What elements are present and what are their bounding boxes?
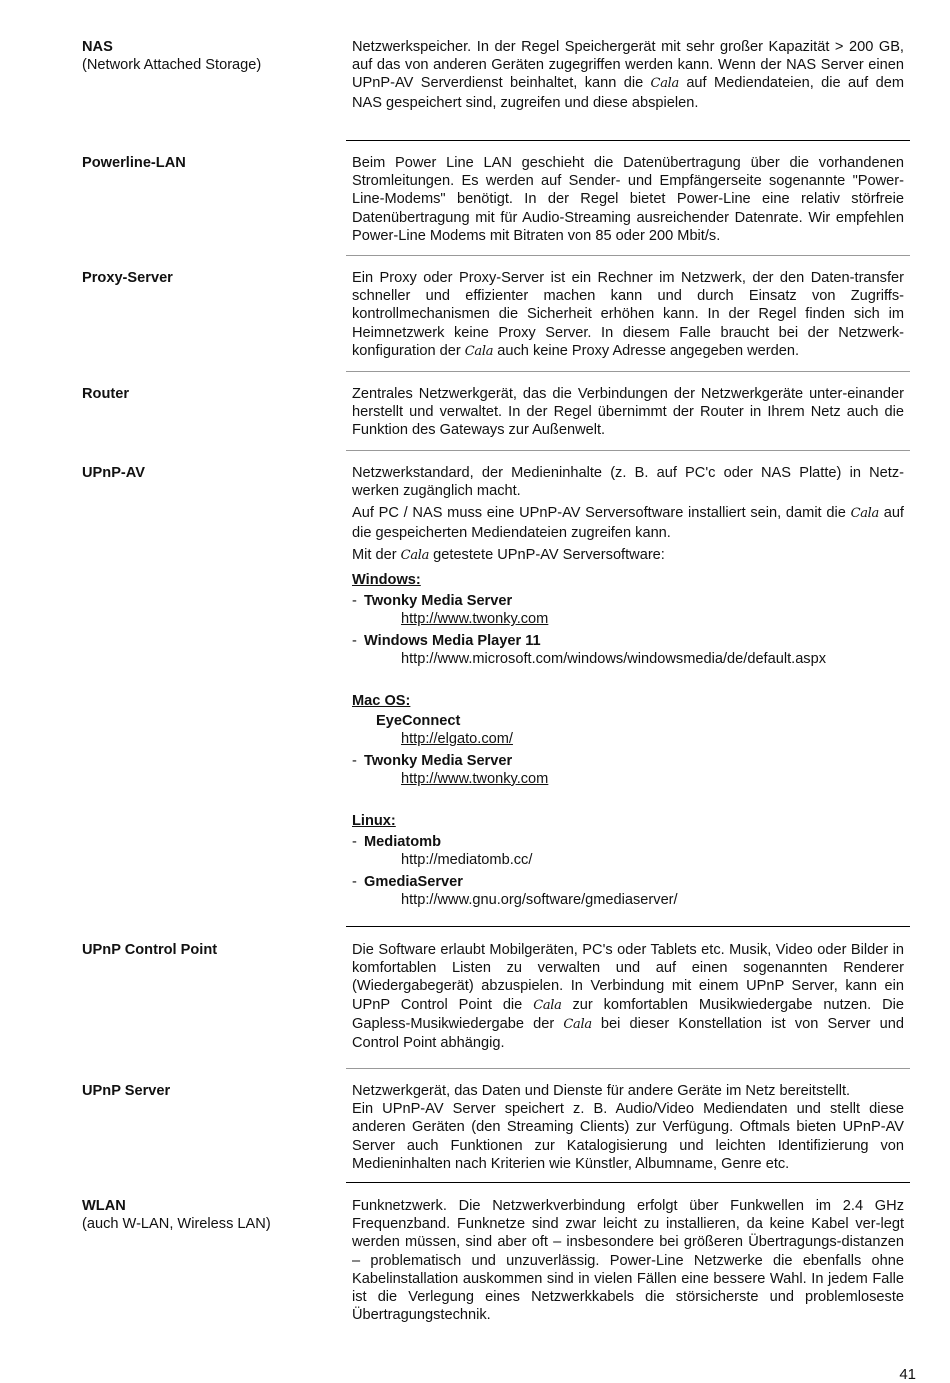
definition-part: auf Mediendateien, die auf dem NAS gespeichert sind, zugreifen und diese abspielen. [352, 75, 904, 111]
term-title: Powerline-LAN [82, 155, 186, 171]
definition [352, 1082, 904, 1173]
term-title: NAS [82, 39, 113, 55]
definition-paragraph [352, 546, 904, 565]
cala-logo: Cala [650, 76, 679, 92]
software-link[interactable]: http://www.twonky.com [401, 770, 549, 787]
term-title: Router [82, 386, 130, 402]
list-dash: - [352, 873, 357, 890]
term-block [82, 385, 332, 403]
term-subtitle: (Network Attached Storage) [82, 57, 262, 74]
divider [346, 1182, 910, 1183]
definition [352, 1197, 904, 1324]
definition-paragraph: Ein UPnP-AV Server speichert z. B. Audio/Video Mediendaten und stellt diese anderen Geräten (den Streaming Clients) zur Verfügung. Oftmals bieten UPnP-AV Server auch Funktionen zur Katalogisierung und leichten Identifizierung von Medieninhalten nach Kriterien wie Künstler, Albumname, Genre etc. [352, 1101, 904, 1172]
term-subtitle: (auch W-LAN, Wireless LAN) [82, 1216, 271, 1233]
term-title: Proxy-Server [82, 270, 173, 286]
software-item [352, 873, 904, 891]
definition-part: zur komfortablen Musikwiedergabe nutzen. Die Gapless-Musikwiedergabe der [352, 996, 904, 1032]
term-block [82, 269, 332, 287]
list-dash: - [352, 593, 357, 610]
list-dash: - [352, 632, 357, 649]
os-heading-mac: Mac OS: [352, 693, 411, 710]
definition [352, 269, 904, 361]
divider [346, 926, 910, 927]
definition-text: Funknetzwerk. Die Netzwerkverbindung erfolgt über Funkwellen im 2.4 GHz Frequenzband. Funknetze sind zwar leicht zu installieren, da keine Kabel ver-legt werden müssen, sind aber oft – insbesondere bei größeren Übertragungs-distanzen – problematisch und unzuverlässig. Power-Line Netzwerke die ebenfalls ohne Kabelinstallation auskommen sind in vielen Fällen eine bessere Wahl. In jedem Falle ist die Verlegung eines Netzwerkkabels die störsicherste und problemloseste Übertragungstechnik. [352, 1198, 904, 1324]
term-block [82, 38, 332, 74]
os-heading-linux: Linux: [352, 813, 396, 830]
software-link[interactable]: http://www.twonky.com [401, 611, 549, 628]
software-name: EyeConnect [376, 713, 461, 730]
term-title: UPnP Server [82, 1083, 171, 1099]
definition-part: auf die gespeicherten Mediendateien zugreifen kann. [352, 505, 904, 541]
term-block [82, 1082, 332, 1100]
definition-text [352, 38, 904, 112]
definition-text [352, 269, 904, 361]
software-name: GmediaServer [364, 873, 463, 890]
term-block [82, 464, 332, 482]
definition-part: Ein Proxy oder Proxy-Server ist ein Rechner im Netzwerk, der den Daten-transfer schneller und effizienter machen kann und durch Einsatz von Zugriffs-kontrollmechanismen die Sicherheit erhöhen kann. In der Regel finden sich im Heimnetzwerk keine Proxy Server. In diesem Falle braucht bei der Netzwerk-konfiguration der [352, 270, 904, 359]
page-number: 41 [899, 1366, 916, 1383]
divider [346, 371, 910, 372]
spacer [352, 788, 904, 806]
definition [352, 154, 904, 245]
cala-logo: Cala [464, 343, 494, 359]
definition-part: Auf PC / NAS muss eine UPnP-AV Serversoftware installiert sein, damit die [352, 505, 846, 522]
software-link[interactable]: http://elgato.com/ [401, 731, 513, 748]
term-title: UPnP Control Point [82, 942, 218, 958]
cala-logo: Cala [533, 997, 562, 1013]
cala-logo: Cala [400, 547, 430, 563]
definition-part: getestete UPnP-AV Serversoftware: [433, 546, 665, 563]
definition-part: Netzwerkspeicher. In der Regel Speichergerät mit sehr großer Kapazität > 200 GB, auf das von anderen Geräten zugegriffen werden kann. Wenn der NAS Server einen UPnP-AV Serverdienst beinhaltet, kann die [352, 39, 904, 92]
list-dash: - [352, 752, 357, 769]
software-item [352, 752, 904, 770]
definition [352, 941, 904, 1052]
divider [346, 450, 910, 451]
definition-text: Beim Power Line LAN geschieht die Datenübertragung über die vorhandenen Stromleitungen. Es werden auf Sender- und Empfängerseite sogenannte "Power-Line-Modems" benötigt. In der Regel bietet Power-Line eine relativ störfreie Datenübertragung mit für Audio-Streaming ausreichender Datenrate. Wir empfehlen Power-Line Modems mit Bitraten von 85 oder 200 Mbit/s. [352, 155, 904, 244]
cala-logo: Cala [850, 506, 879, 522]
definition-paragraph [352, 504, 904, 541]
os-heading-windows: Windows: [352, 572, 421, 589]
list-dash: - [352, 834, 357, 851]
definition-part: Die Software erlaubt Mobilgeräten, PC's oder Tablets etc. Musik, Video oder Bilder in komfortablen Listen zu verwalten und auf einen sogenannten Renderer (Wiedergabegerät) abzuspielen. In Verbindung mit einem UPnP Server, kann ein UPnP Control Point die [352, 942, 904, 1013]
term-block [82, 1197, 332, 1233]
definition-part: auch keine Proxy Adresse angegeben werden. [497, 342, 800, 359]
definition-paragraph: Netzwerkstandard, der Medieninhalte (z. B. auf PC'c oder NAS Platte) in Netz-werken zugänglich macht. [352, 465, 904, 500]
software-url: http://www.microsoft.com/windows/windowsmedia/de/default.aspx [401, 650, 827, 667]
divider [346, 255, 910, 256]
definition [352, 385, 904, 440]
software-item [352, 592, 904, 610]
definition-part: bei dieser Konstellation ist von Server und Control Point abhängig. [352, 1015, 905, 1052]
software-url: http://www.gnu.org/software/gmediaserver/ [401, 891, 678, 908]
divider [346, 140, 910, 141]
definition-part: Mit der [352, 546, 397, 563]
term-title: UPnP-AV [82, 465, 145, 481]
spacer [352, 668, 904, 686]
divider [346, 1068, 910, 1069]
definition-paragraph: Netzwerkgerät, das Daten und Dienste für andere Geräte im Netz bereitstellt. [352, 1083, 851, 1099]
software-name: Mediatomb [364, 834, 442, 851]
definition-text: Zentrales Netzwerkgerät, das die Verbindungen der Netzwerkgeräte unter-einander herstellt und verwaltet. In der Regel übernimmt der Router in Ihrem Netz auch die Funktion des Gateways zur Außenwelt. [352, 386, 904, 439]
software-item [352, 632, 904, 650]
term-block [82, 154, 332, 172]
term-block [82, 941, 332, 959]
definition [352, 38, 904, 112]
cala-logo: Cala [563, 1016, 592, 1032]
software-name: Windows Media Player 11 [364, 632, 541, 649]
term-title: WLAN [82, 1198, 126, 1214]
software-url: http://mediatomb.cc/ [401, 852, 533, 869]
software-name: Twonky Media Server [364, 593, 513, 610]
definition-text [352, 941, 904, 1052]
definition [352, 464, 904, 909]
software-item [352, 833, 904, 851]
software-name: Twonky Media Server [364, 752, 513, 769]
